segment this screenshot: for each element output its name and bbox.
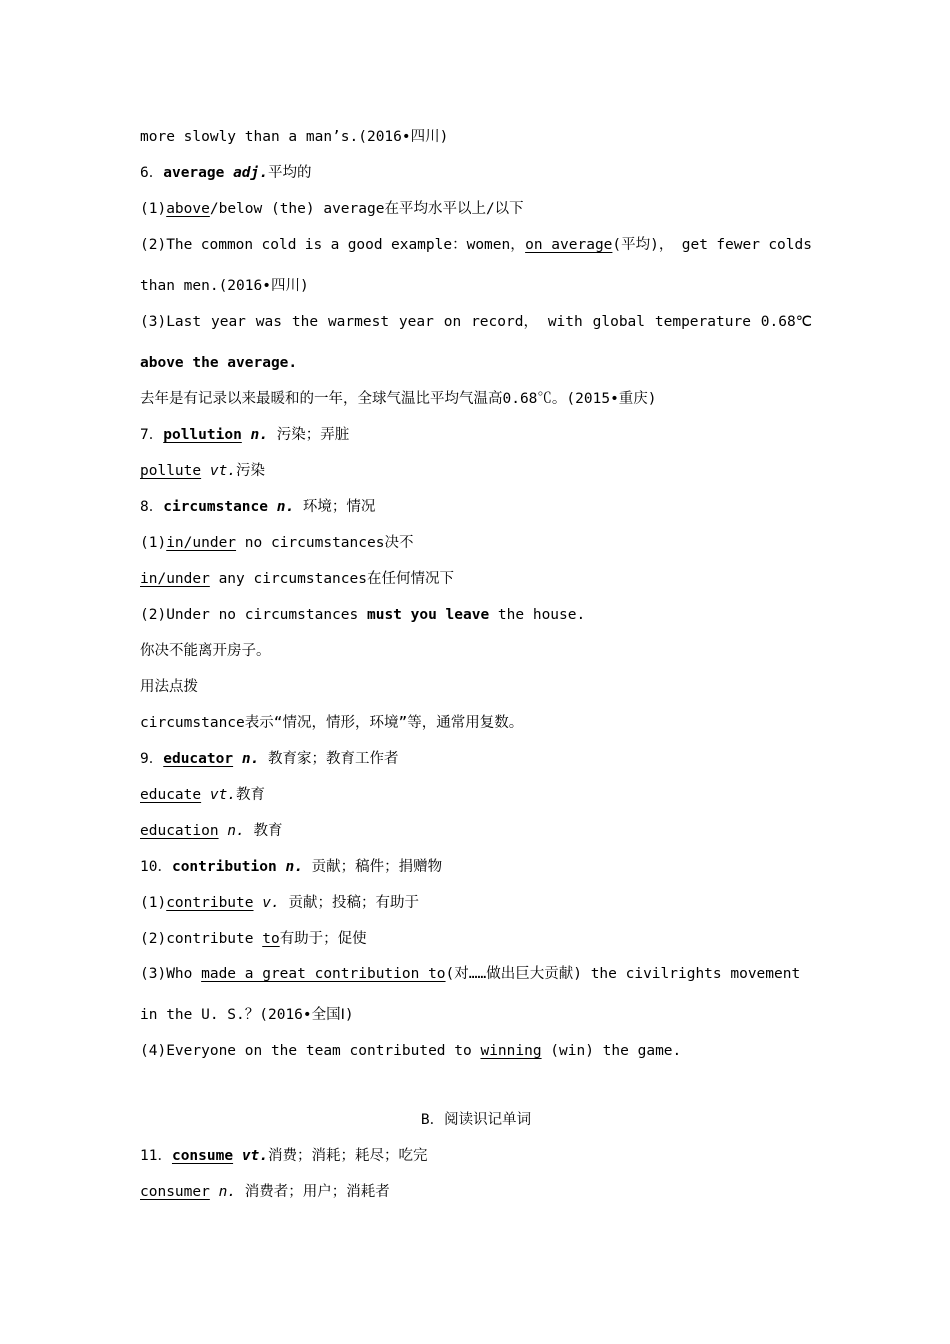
phrase-rest: no circumstances决不 xyxy=(236,535,414,551)
phrase-line xyxy=(140,533,812,553)
section-heading xyxy=(140,1110,812,1130)
definition: 平均的 xyxy=(268,165,312,181)
derived-word-line xyxy=(140,893,812,913)
vocab-entry-7 xyxy=(140,425,812,445)
usage-note-text: circumstance表示“情况，情形，环境”等，通常用复数。 xyxy=(140,715,524,731)
item-prefix: (1) xyxy=(140,535,167,551)
word: year xyxy=(398,314,434,330)
text-line xyxy=(140,1005,812,1025)
definition: 污染；弄脏 xyxy=(268,427,350,443)
word: common xyxy=(200,237,254,253)
word: warmest xyxy=(327,314,390,330)
vocab-entry-9 xyxy=(140,749,812,769)
usage-note xyxy=(140,713,812,733)
answer-blank: on average xyxy=(525,237,613,253)
answer-blank: pollute xyxy=(140,463,202,479)
sentence-fragment: above the average. xyxy=(140,355,298,371)
item-prefix: (1) xyxy=(140,895,167,911)
translation: 去年是有记录以来最暖和的一年，全球气温比平均气温高0.68℃。(2015•重庆) xyxy=(140,391,657,407)
definition: 教育 xyxy=(236,787,266,803)
word: year xyxy=(210,314,246,330)
sentence-part: (win) the game. xyxy=(541,1043,682,1059)
example-sentence xyxy=(140,605,812,625)
example-sentence xyxy=(140,312,812,332)
vocab-entry-10 xyxy=(140,857,812,877)
entry-number: 10． xyxy=(140,859,172,875)
definition: 教育家；教育工作者 xyxy=(259,751,399,767)
definition: 消费者；用户；消耗者 xyxy=(236,1184,390,1200)
answer-blank: contribute xyxy=(166,895,254,911)
sentence-bold-part: must you leave xyxy=(366,607,490,623)
part-of-speech: n. xyxy=(285,859,303,875)
part-of-speech: v. xyxy=(253,895,280,911)
item-prefix: (1) xyxy=(140,201,167,217)
word: cold xyxy=(261,237,297,253)
text-line xyxy=(140,127,812,147)
part-of-speech: vt. xyxy=(201,787,237,803)
vocab-entry-8 xyxy=(140,497,812,517)
word: record， xyxy=(471,314,538,330)
headword: contribution xyxy=(171,859,277,875)
word: is xyxy=(304,237,323,253)
word: colds xyxy=(768,237,812,253)
phrase-line xyxy=(140,199,812,219)
word: example：women， xyxy=(390,237,525,253)
phrase-line xyxy=(140,929,812,949)
answer-blank: educate xyxy=(140,787,202,803)
phrase-rest: /below (the) average在平均水平以上/以下 xyxy=(209,201,524,217)
sentence-fragment: in the U. S.？(2016•全国Ⅰ) xyxy=(140,1007,354,1023)
answer-blank: in/under xyxy=(140,571,210,587)
sentence-part: (2)Under no circumstances xyxy=(140,607,367,623)
item-prefix: (2)contribute xyxy=(140,931,263,947)
section-heading-text: B．阅读识记单词 xyxy=(420,1112,532,1128)
word: a xyxy=(330,237,340,253)
example-sentence xyxy=(140,964,812,984)
part-of-speech: n. xyxy=(209,1184,237,1200)
definition: 环境；情况 xyxy=(294,499,376,515)
headword: circumstance xyxy=(163,499,268,515)
derived-word-line xyxy=(140,1182,812,1202)
example-sentence xyxy=(140,235,812,255)
word: get xyxy=(681,237,708,253)
part-of-speech: vt. xyxy=(201,463,237,479)
sentence-part: (3)Who xyxy=(140,966,202,982)
answer-blank: education xyxy=(140,823,219,839)
answer-blank: in/under xyxy=(166,535,237,551)
definition: 污染 xyxy=(236,463,266,479)
usage-heading xyxy=(140,677,812,697)
word: the xyxy=(291,314,319,330)
sentence-part: (对……做出巨大贡献) the civilrights movement xyxy=(445,966,801,982)
text-line xyxy=(140,276,812,296)
word: temperature xyxy=(654,314,751,330)
vocab-entry-11 xyxy=(140,1146,812,1166)
sentence-part: (4)Everyone on the team contributed to xyxy=(140,1043,481,1059)
entry-number: 9． xyxy=(140,751,164,767)
derived-word-line xyxy=(140,785,812,805)
headword: pollution xyxy=(163,427,242,443)
word: global xyxy=(592,314,646,330)
translation-line xyxy=(140,389,812,409)
sentence-part: the house. xyxy=(489,607,586,623)
answer-blank: consumer xyxy=(140,1184,210,1200)
word: good xyxy=(347,237,383,253)
word: (3)Last xyxy=(140,314,202,330)
headword: consume xyxy=(171,1148,234,1164)
sentence-fragment: than men.(2016•四川) xyxy=(140,278,309,294)
definition: 贡献；稿件；捐赠物 xyxy=(302,859,443,875)
definition: 贡献；投稿；有助于 xyxy=(279,895,419,911)
part-of-speech: n. xyxy=(241,751,260,767)
word: was xyxy=(255,314,282,330)
derived-word-line xyxy=(140,821,812,841)
word: 0.68℃ xyxy=(760,314,812,330)
definition: 消费；消耗；耗尽；吃完 xyxy=(268,1148,428,1164)
sentence-fragment: more slowly than a man’s.(2016•四川) xyxy=(140,129,449,145)
word: with xyxy=(547,314,583,330)
word: fewer xyxy=(716,237,760,253)
answer-blank: made a great contribution to xyxy=(201,966,446,982)
derived-word-line xyxy=(140,461,812,481)
entry-number: 6． xyxy=(140,165,164,181)
entry-number: 11． xyxy=(140,1148,172,1164)
phrase-rest: 有助于；促使 xyxy=(279,931,367,947)
part-of-speech: n. xyxy=(276,499,295,515)
usage-heading-text: 用法点拨 xyxy=(140,679,198,695)
part-of-speech: vt. xyxy=(241,1148,269,1164)
answer-blank: winning xyxy=(480,1043,542,1059)
text-line xyxy=(140,353,812,373)
word: (2)The xyxy=(140,237,193,253)
translation: 你决不能离开房子。 xyxy=(140,643,271,659)
phrase-rest: any circumstances在任何情况下 xyxy=(209,571,454,587)
part-of-speech: n. xyxy=(218,823,245,839)
translation-line xyxy=(140,641,812,661)
vocab-entry-6 xyxy=(140,163,812,183)
word: (平均)， xyxy=(612,237,674,253)
example-sentence xyxy=(140,1041,812,1061)
part-of-speech: adj. xyxy=(233,165,268,181)
definition: 教育 xyxy=(244,823,283,839)
answer-blank: above xyxy=(166,201,210,217)
phrase-line xyxy=(140,569,812,589)
headword: average xyxy=(163,165,225,181)
entry-number: 7． xyxy=(140,427,164,443)
part-of-speech: n. xyxy=(250,427,269,443)
headword: educator xyxy=(163,751,234,767)
word: on xyxy=(443,314,462,330)
entry-number: 8． xyxy=(140,499,164,515)
answer-blank: to xyxy=(262,931,280,947)
